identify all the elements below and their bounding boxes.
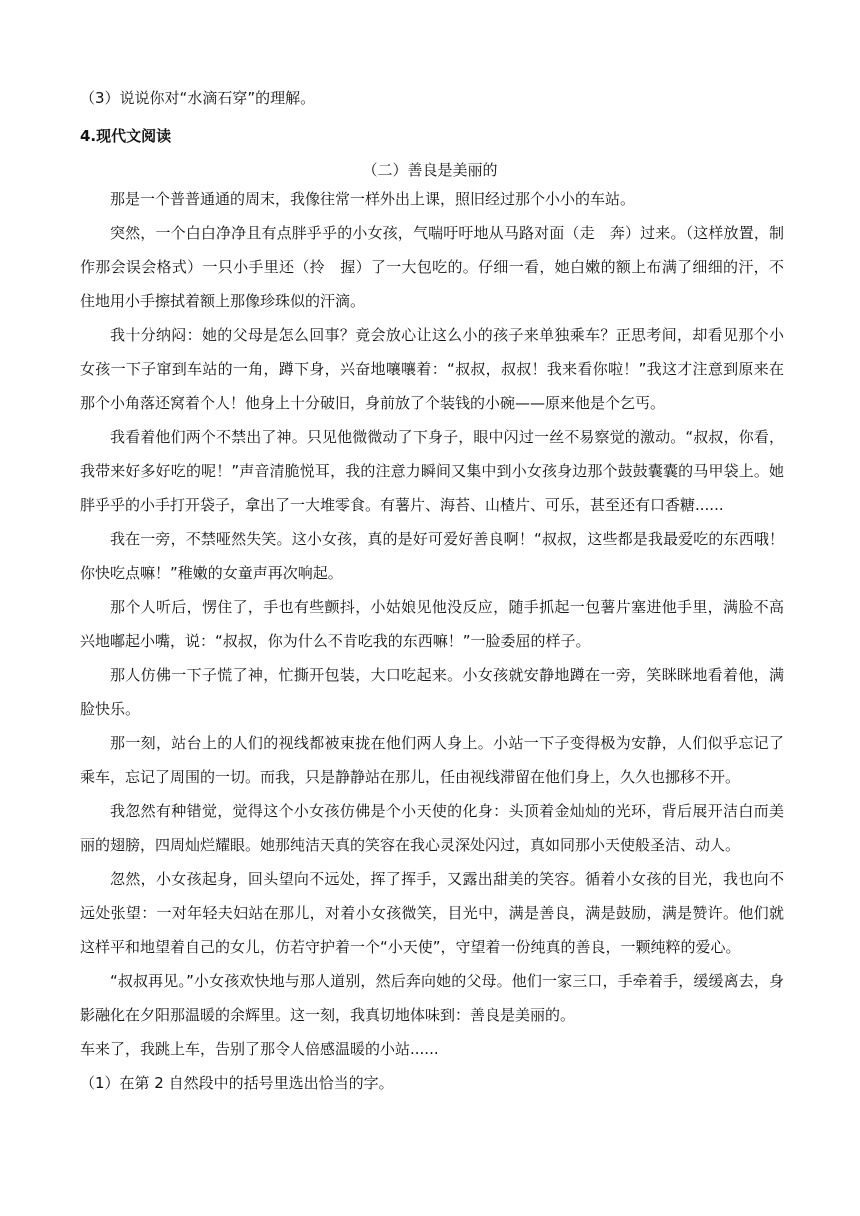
question-3: （3）说说你对“水滴石穿”的理解。 xyxy=(80,89,316,107)
paragraph-4: 我看着他们两个不禁出了神。只见他微微动了下身子，眼中闪过一丝不易察觉的激动。“叔叔，你看，我带来好多好吃的呢！”声音清脆悦耳，我的注意力瞬间又集中到小女孩身边那个鼓鼓囊囊的马甲袋上。她胖乎乎的小手打开袋子，拿出了一大堆零食。有薯片、海苔、山楂片、可乐，甚至还有口香糖...... xyxy=(80,428,784,514)
question-1: （1）在第 2 自然段中的括号里选出恰当的字。 xyxy=(80,1074,394,1092)
paragraph-5: 我在一旁，不禁哑然失笑。这小女孩，真的是好可爱好善良啊！“叔叔，这些都是我最爱吃的东西哦！你快吃点嘛！”稚嫩的女童声再次响起。 xyxy=(80,530,784,582)
paragraph-9: 我忽然有种错觉，觉得这个小女孩仿佛是个小天使的化身：头顶着金灿灿的光环，背后展开洁白而美丽的翅膀，四周灿烂耀眼。她那纯洁天真的笑容在我心灵深处闪过，真如同那小天使般圣洁、动人。 xyxy=(80,802,784,854)
paragraph-3: 我十分纳闷：她的父母是怎么回事？竟会放心让这么小的孩子来单独乘车？正思考间，却看见那个小女孩一下子窜到车站的一角，蹲下身，兴奋地嚷嚷着：“叔叔，叔叔！我来看你啦！”我这才注意到原来在那个小角落还窝着个人！他身上十分破旧，身前放了个装钱的小碗——原来他是个乞丐。 xyxy=(80,326,784,412)
paragraph-10: 忽然，小女孩起身，回头望向不远处，挥了挥手，又露出甜美的笑容。循着小女孩的目光，我也向不远处张望：一对年轻夫妇站在那儿，对着小女孩微笑，目光中，满是善良，满是鼓励，满是赞许。他们就这样平和地望着自己的女儿，仿若守护着一个“小天使”，守望着一份纯真的善良，一颗纯粹的爱心。 xyxy=(80,870,784,956)
article-title: （二）善良是美丽的 xyxy=(362,161,498,179)
paragraph-11: “叔叔再见。”小女孩欢快地与那人道别，然后奔向她的父母。他们一家三口，手牵着手，缓缓离去，身影融化在夕阳那温暖的余辉里。这一刻，我真切地体味到：善良是美丽的。 xyxy=(80,972,784,1024)
paragraph-6: 那个人听后，愣住了，手也有些颤抖，小姑娘见他没反应，随手抓起一包薯片塞进他手里，满脸不高兴地嘟起小嘴，说：“叔叔，你为什么不肯吃我的东西嘛！”一脸委屈的样子。 xyxy=(80,598,784,650)
paragraph-8: 那一刻，站台上的人们的视线都被束拢在他们两人身上。小站一下子变得极为安静，人们似乎忘记了乘车，忘记了周围的一切。而我，只是静静站在那儿，任由视线滞留在他们身上，久久也挪移不开。 xyxy=(80,734,784,786)
paragraph-1: 那是一个普普通通的周末，我像往常一样外出上课，照旧经过那个小小的车站。 xyxy=(110,190,636,208)
paragraph-7: 那人仿佛一下子慌了神，忙撕开包装，大口吃起来。小女孩就安静地蹲在一旁，笑眯眯地看着他，满脸快乐。 xyxy=(80,666,784,718)
closing-line: 车来了，我跳上车，告别了那令人倍感温暖的小站...... xyxy=(80,1040,439,1058)
paragraph-2: 突然，一个白白净净且有点胖乎乎的小女孩，气喘吁吁地从马路对面（走 奔）过来。（这样放置，制作那会误会格式）一只小手里还（拎 握）了一大包吃的。仔细一看，她白嫩的额上布满了细细的汗，不住地用小手擦拭着额上那像珍珠似的汗滴。 xyxy=(80,224,784,310)
section-heading: 4.现代文阅读 xyxy=(80,127,172,145)
